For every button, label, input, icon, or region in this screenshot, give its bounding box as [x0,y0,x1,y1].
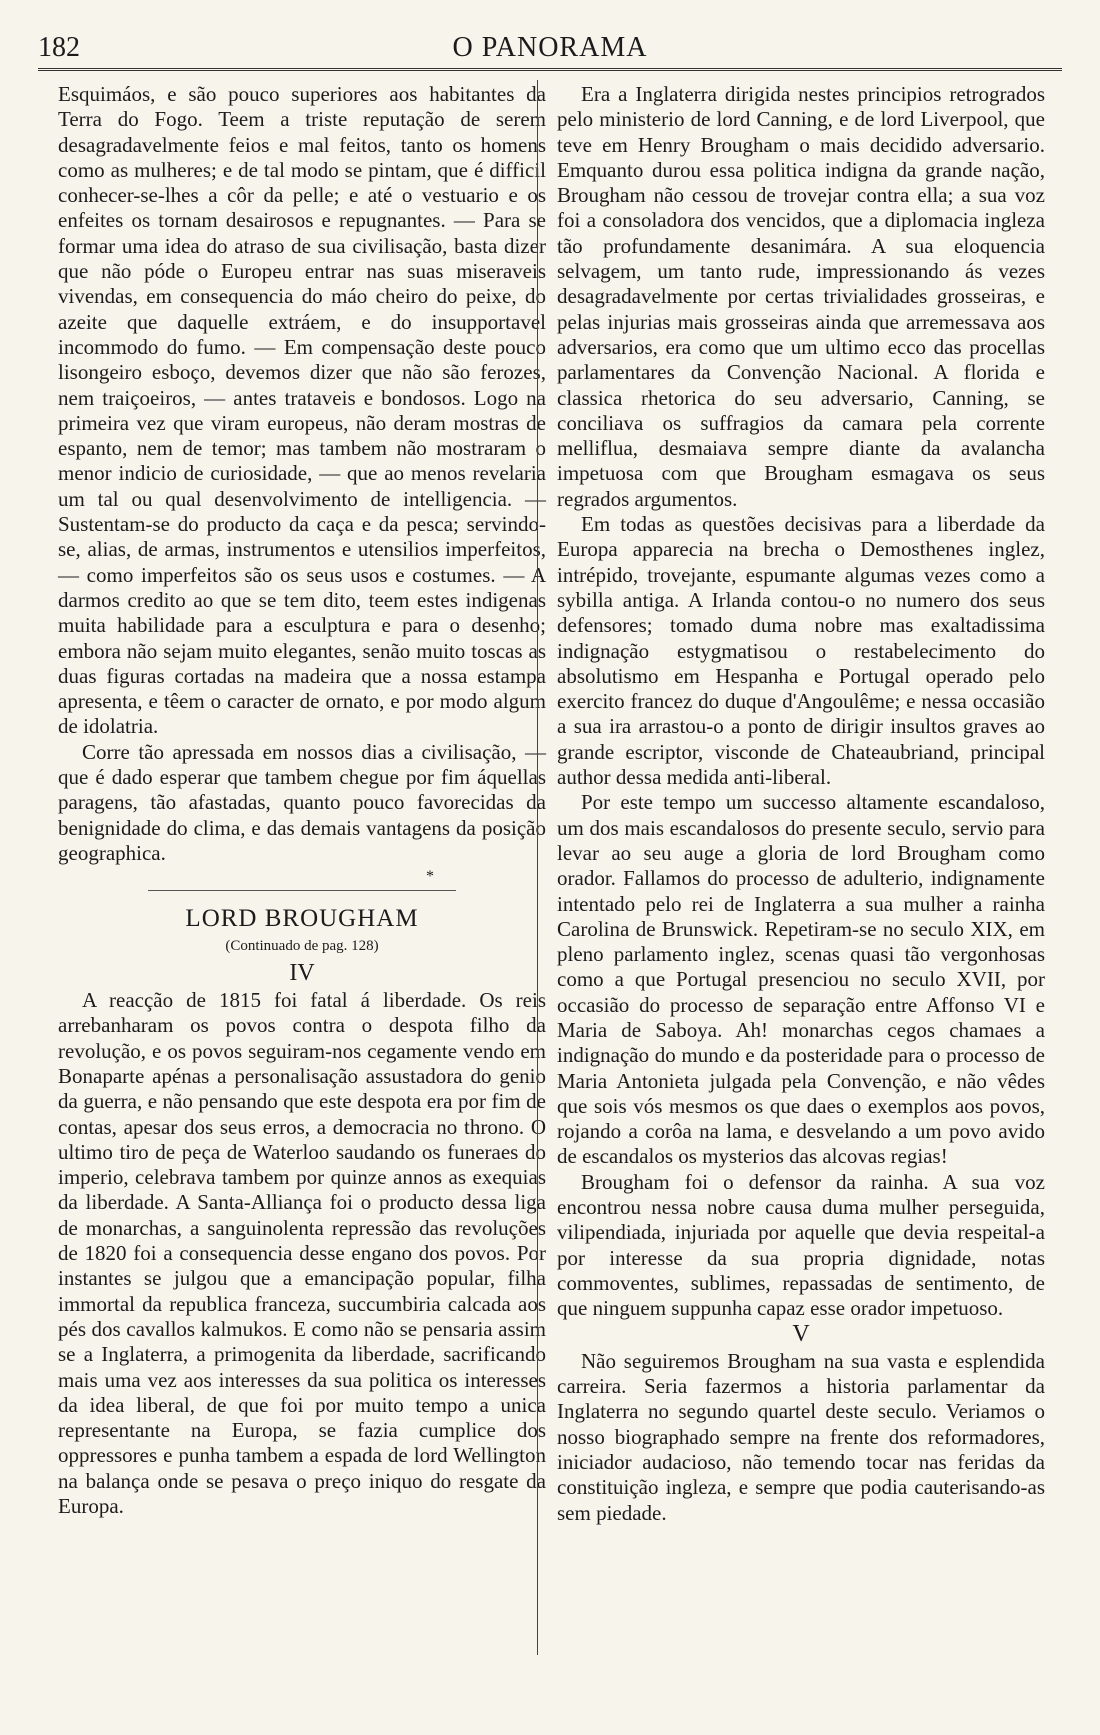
left-column [58,82,546,1519]
section-heading-v: V [792,1320,810,1347]
page-header [38,30,1062,68]
page-number: 182 [38,32,80,63]
paragraph-processo: Por este tempo um successo altamente escandaloso, um dos mais escandalosos do presente seculo, servio para levar ao seu auge a gloria de lord Brougham como orador. Fallamos do processo de adulterio, indignamente intentado pelo rei de Inglaterra a sua mulher a rainha Carolina de Brunswick. Repetiram-se no seculo XIX, em pleno parlamento inglez, scenas quasi tão vergonhosas como a que Portugal presenciou no seculo XVII, por occasião do processo de separação entre Affonso VI e Maria de Saboya. Ah! monarchas cegos chamaes a indignação do mundo e da posteridade para o processo de Maria Antonieta julgada pela Convenção, e não vêdes que sois vós mesmos os que daes o exemplos aos povos, rojando a corôa na lama, e desvelando a um povo avido de escandalos os mysterios das alcovas regias! [557,790,1045,1169]
paragraph-questoes: Em todas as questões decisivas para a liberdade da Europa apparecia na brecha o Demosthenes inglez, intrépido, trovejante, espumante algumas vezes como a sybilla antiga. A Irlanda contou-o no numero dos seus defensores; tomado duma nobre mas exaltadissima indignação estygmatisou o restabelecimento do absolutismo em Hespanha e Portugal operado pelo exercito francez do duque d'Angoulême; e nessa occasião a sua ira arrastou-o a ponto de dirigir insultos graves ao grande escriptor, visconde de Chateaubriand, principal author dessa medida anti-liberal. [557,512,1045,790]
paragraph-inglaterra: Era a Inglaterra dirigida nestes principios retrogrados pelo ministerio de lord Canning, e de lord Liverpool, que teve em Henry Brougham o mais decidido adversario. Emquanto durou essa politica indigna da grande nação, Brougham não cessou de trovejar contra ella; a sua voz foi a consoladora dos vencidos, que a diplomacia ingleza tão profundamente desanimára. A sua eloquencia selvagem, um tanto rude, impressionando ás vezes desagradavelmente por certas trivialidades grosseiras, e pelas injurias mais grosseiras ainda que arremessava aos adversarios, era como que um ultimo ecco das procellas parlamentares da Convenção Nacional. A florida e classica rhetorica do seu adversario, Canning, se conciliava os suffragios da camara pela corrente melliflua, desmaiava sempre diante da avalancha impetuosa com que Brougham esmagava os seus regrados argumentos. [557,82,1045,511]
paragraph-defensor: Brougham foi o defensor da rainha. A sua voz encontrou nessa nobre causa duma mulher perseguida, vilipendiada, injuriada por aquelle que devia respeital-a por interesse da sua propria dignidade, notas commoventes, sublimes, repassadas de sentimento, de que ninguem suppunha capaz esse orador impetuoso. [557,1169,1045,1321]
column-divider [537,80,538,1655]
section-heading-iv: IV [289,959,315,986]
right-column [557,82,1045,1526]
article-title: LORD BROUGHAM [185,905,419,933]
paragraph-carreira: Não seguiremos Brougham na sua vasta e esplendida carreira. Seria fazermos a historia parlamentar da Inglaterra no segundo quartel deste seculo. Veriamos o nosso biographado sempre na frente dos reformadores, iniciador audacioso, não temendo tocar nas feridas da constituição ingleza, e sempre que podia cauterisando-as sem piedade. [557,1348,1045,1525]
separator-rule [148,890,456,891]
header-rule [38,68,1062,73]
paragraph-esquimaos: Esquimáos, e são pouco superiores aos habitantes da Terra do Fogo. Teem a triste reputação de serem desagradavelmente feios e mal feitos, tanto os homens como as mulheres; e de tal modo se pintam, que é difficil conhecer-se-lhes a côr da pelle; e até o vestuario e os enfeites os tornam desairosos e repugnantes. — Para se formar uma idea do atraso de sua civilisação, basta dizer que não póde o Europeu entrar nas suas miseraveis vivendas, em consequencia do máo cheiro do peixe, do azeite que daquelle extráem, e do insupportavel incommodo do fumo. — Em compensação deste pouco lisongeiro esboço, devemos dizer que não são ferozes, nem traiçoeiros, — antes trataveis e bondosos. Logo na primeira vez que viram europeus, não deram mostras de espanto, nem de temor; mas tambem não mostraram o menor indicio de curiosidade, — que ao menos revelaria um tal ou qual desenvolvimento de intelligencia. — Sustentam-se do producto da caça e da pesca; servindo-se, alias, de armas, instrumentos e utensilios imperfeitos, — como imperfeitos são os seus usos e costumes. — A darmos credito ao que se tem dito, teem estes indigenas muita habilidade para a esculptura e para o desenho; embora não sejam muito elegantes, senão muito toscas as duas figuras cortadas na madeira que a nossa estampa apresenta, e têem o caracter de ornato, e por modo algum de idolatria. [58,82,546,739]
separator-mark: * [426,868,434,886]
running-title: O PANORAMA [452,32,648,63]
article-separator [58,868,546,894]
paragraph-reaccao-1815: A reacção de 1815 foi fatal á liberdade. Os reis arrebanharam os povos contra o despota filho da revolução, e os povos seguiram-nos cegamente vendo em Bonaparte apénas a personalisação assustadora do genio da guerra, e não pensando que este despota era por fim de contas, apesar dos seus erros, a democracia no throno. O ultimo tiro de peça de Waterloo saudando os funeraes do imperio, celebrava tambem por quinze annos as exequias da liberdade. A Santa-Alliança foi o producto dessa liga de monarchas, a sanguinolenta repressão das revoluções de 1820 foi a consequencia desse engano dos povos. Por instantes se julgou que a emancipação popular, filha immortal da republica franceza, succumbiria calcada aos pés dos cavallos kalmukos. E como não se pensaria assim se a Inglaterra, a primogenita da liberdade, sacrificando mais uma vez aos interesses da sua politica os interesses da idea liberal, de que foi por muito tempo a unica representante na Europa, se fazia cumplice dos oppressores e punha tambem a espada de lord Wellington na balança onde se pesava o preço iniquo do resgate da Europa. [58,988,546,1519]
paragraph-civilisacao: Corre tão apressada em nossos dias a civilisação, — que é dado esperar que tambem chegue por fim áquellas paragens, tão afastadas, quanto pouco favorecidas da benignidade do clima, e das demais vantagens da posição geographica. [58,739,546,865]
continuation-note: (Continuado de pag. 128) [225,937,379,954]
